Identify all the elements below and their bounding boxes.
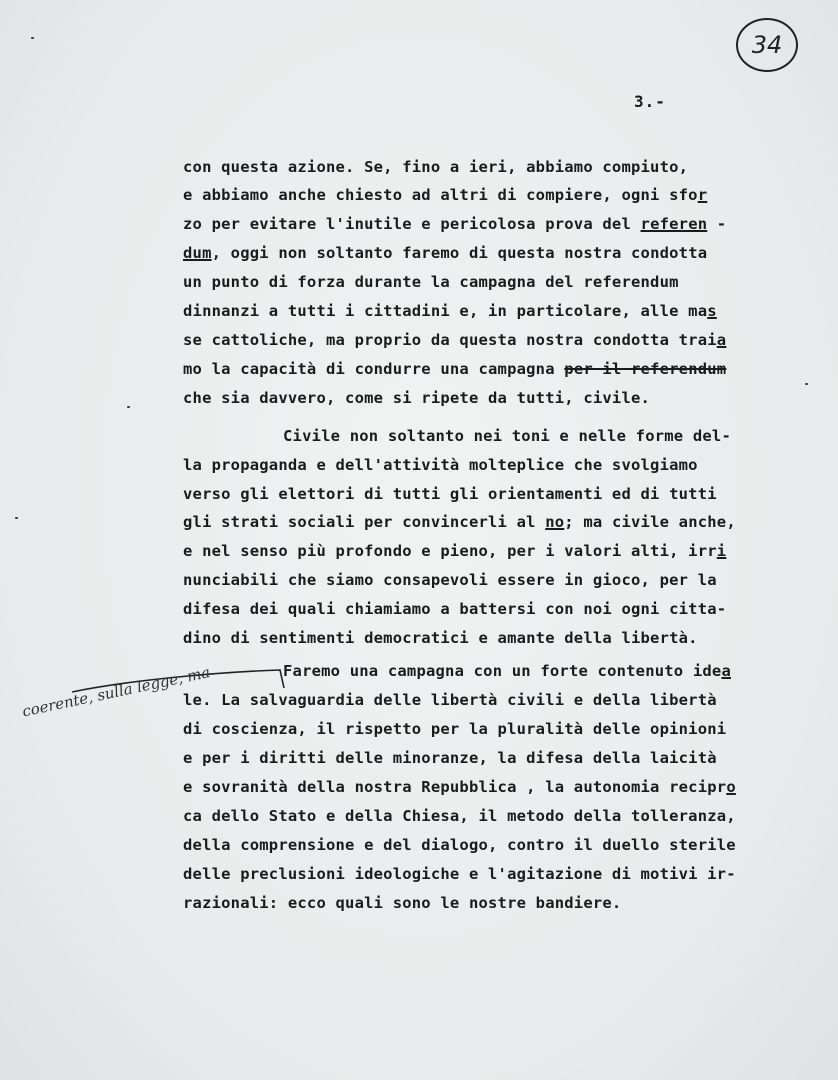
archive-number-circled: 34 xyxy=(736,18,798,72)
text-line: razionali: ecco quali sono le nostre bandiere. xyxy=(183,894,622,912)
text-line: zo per evitare l'inutile e pericolosa prova del referen - xyxy=(183,215,727,233)
text-line: e nel senso più profondo e pieno, per i valori alti, irri xyxy=(183,542,727,560)
text-line: un punto di forza durante la campagna del referendum xyxy=(183,273,679,291)
text-line: con questa azione. Se, fino a ieri, abbiamo compiuto, xyxy=(183,158,689,176)
text-line: ca dello Stato e della Chiesa, il metodo della tolleranza, xyxy=(183,807,736,825)
text-line: della comprensione e del dialogo, contro il duello sterile xyxy=(183,836,736,854)
text-line: dum, oggi non soltanto faremo di questa nostra condotta xyxy=(183,244,708,262)
text-line: Civile non soltanto nei toni e nelle forme del- xyxy=(283,427,731,445)
speck xyxy=(805,383,808,385)
page-number: 3.- xyxy=(634,92,666,111)
text-line: che sia davvero, come si ripete da tutti, civile. xyxy=(183,389,651,407)
text-line: difesa dei quali chiamiamo a battersi con noi ogni citta- xyxy=(183,600,727,618)
text-line: nunciabili che siamo consapevoli essere in gioco, per la xyxy=(183,571,717,589)
text-line: mo la capacità di condurre una campagna per il referendum xyxy=(183,360,727,378)
text-line: verso gli elettori di tutti gli orientamenti ed di tutti xyxy=(183,485,717,503)
text-line: e abbiamo anche chiesto ad altri di compiere, ogni sfor xyxy=(183,186,708,204)
text-line: dinnanzi a tutti i cittadini e, in particolare, alle mas xyxy=(183,302,717,320)
text-line: Faremo una campagna con un forte contenuto idea xyxy=(283,662,732,680)
text-line: delle preclusioni ideologiche e l'agitazione di motivi ir- xyxy=(183,865,736,883)
speck xyxy=(127,406,130,408)
handwritten-margin-note: coerente, sulla legge, ma xyxy=(20,663,212,721)
struck-text: per il referendum xyxy=(564,360,727,378)
text-line: la propaganda e dell'attività molteplice che svolgiamo xyxy=(183,456,698,474)
text-line: e sovranità della nostra Repubblica , la autonomia recipro xyxy=(183,778,736,796)
text-line: dino di sentimenti democratici e amante della libertà. xyxy=(183,629,698,647)
speck xyxy=(31,37,34,39)
text-line: se cattoliche, ma proprio da questa nostra condotta traia xyxy=(183,331,727,349)
text-line: di coscienza, il rispetto per la pluralità delle opinioni xyxy=(183,720,727,738)
text-line: gli strati sociali per convincerli al no; ma civile anche, xyxy=(183,513,736,531)
text-line: le. La salvaguardia delle libertà civili e della libertà xyxy=(183,691,717,709)
speck xyxy=(15,517,18,519)
text-line: e per i diritti delle minoranze, la difesa della laicità xyxy=(183,749,717,767)
